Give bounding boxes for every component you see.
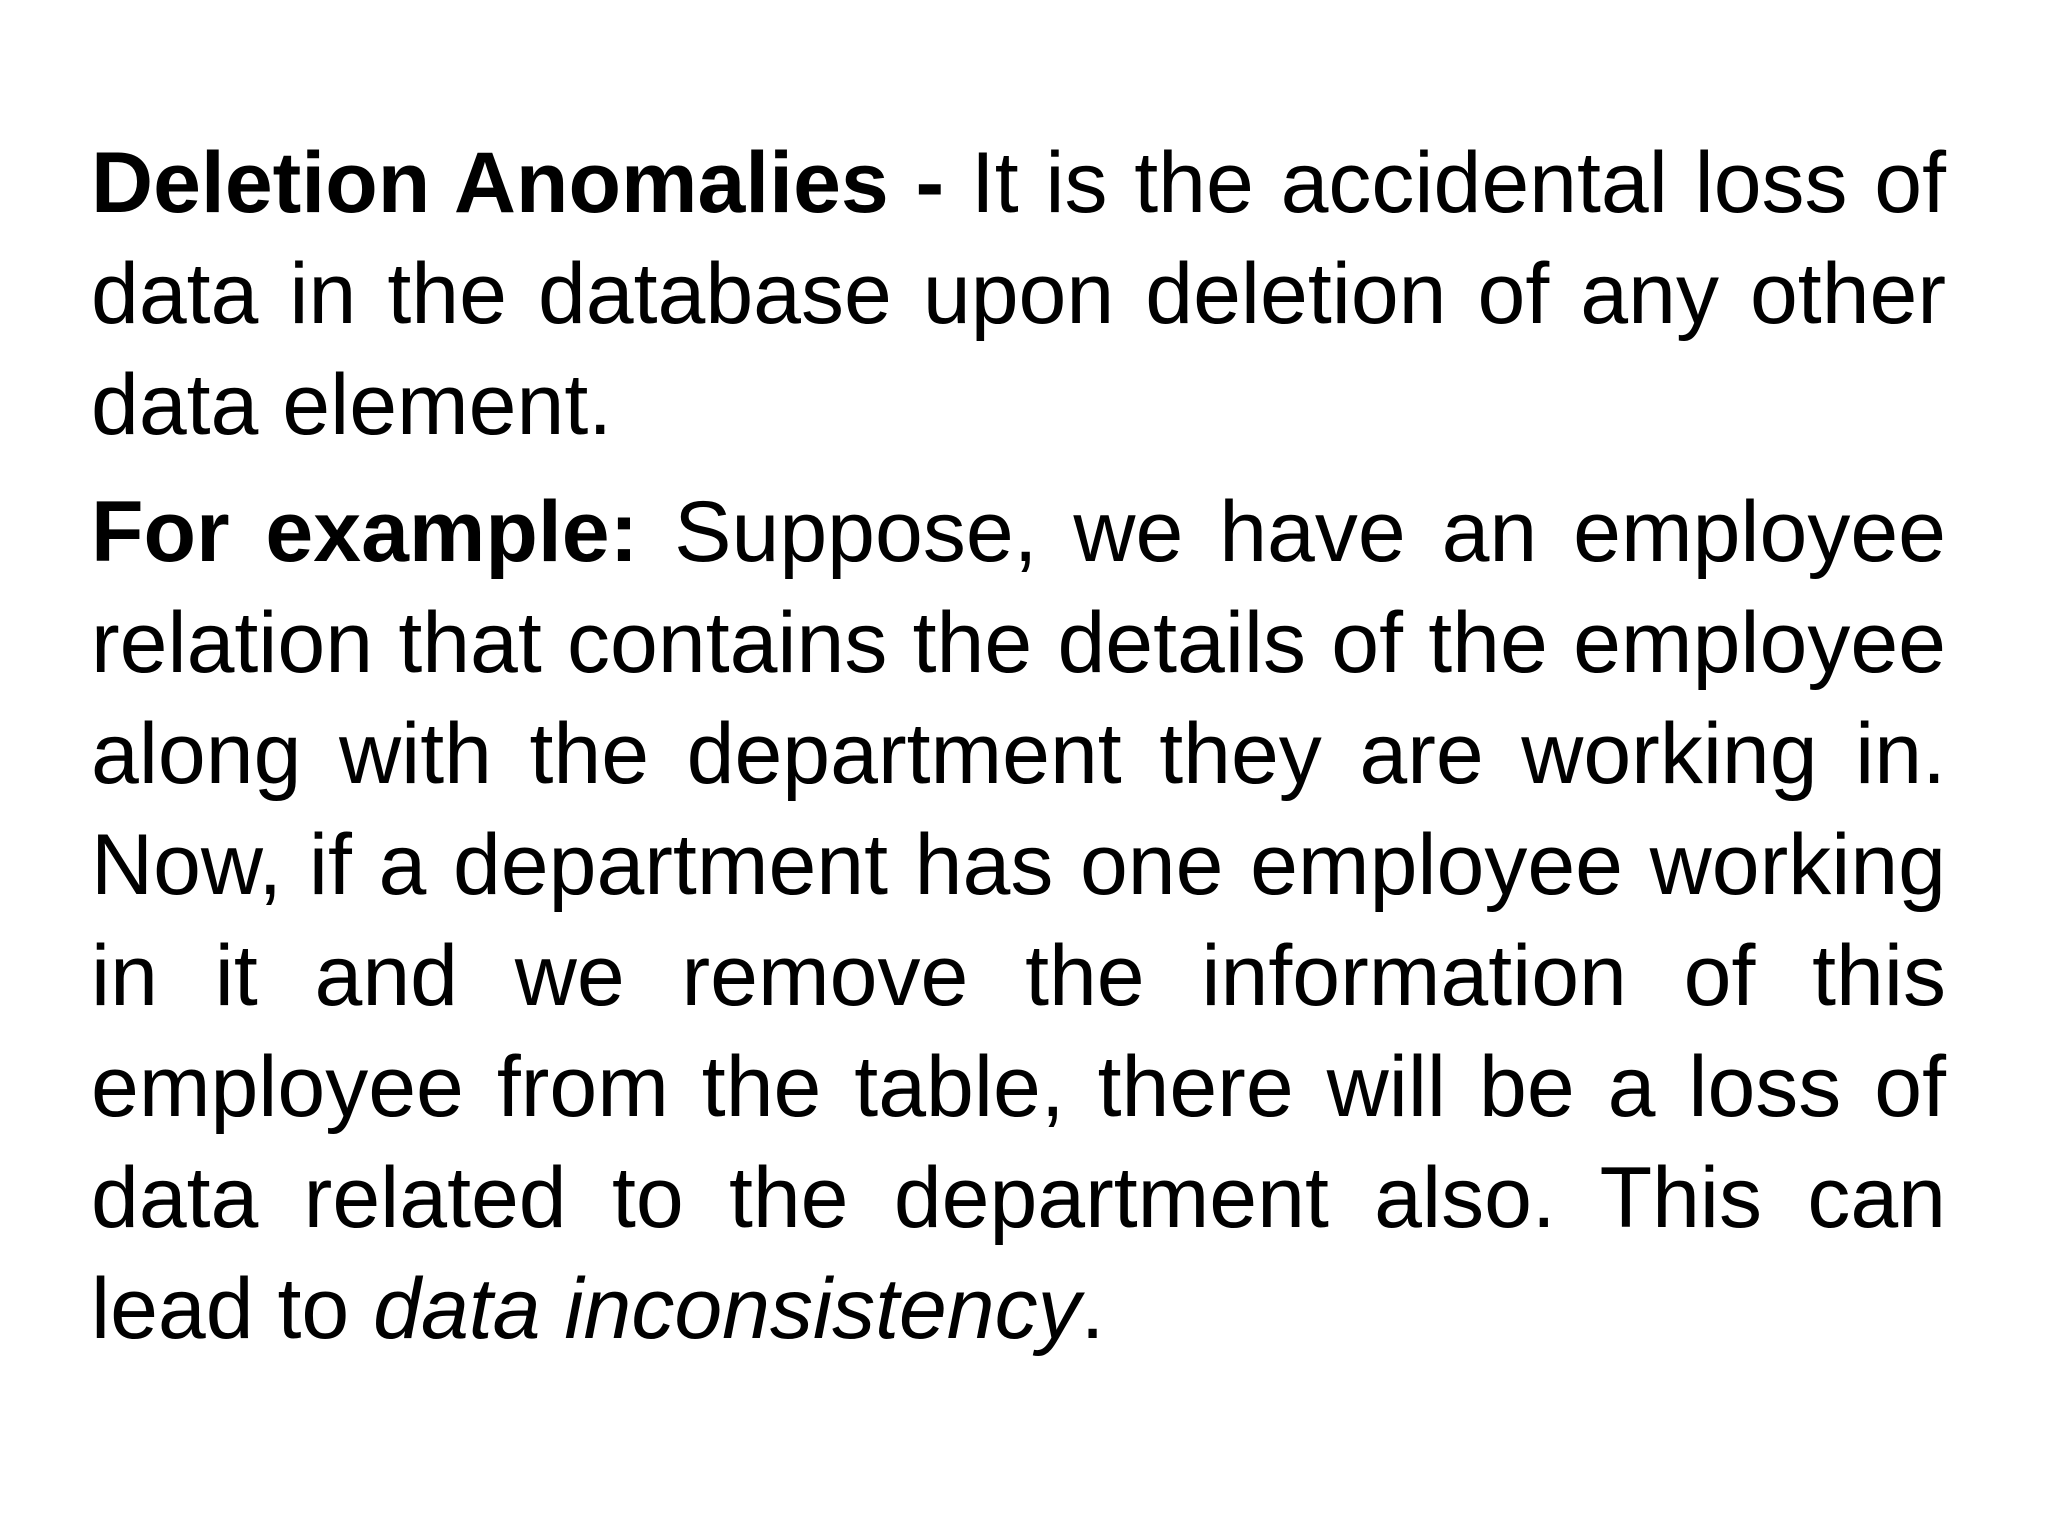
example-label: For example: bbox=[91, 484, 639, 580]
definition-term: Deletion Anomalies - bbox=[91, 135, 945, 231]
definition-text: It is the accidental loss of data in the database upon deletion of any other data element. bbox=[91, 135, 1946, 453]
example-paragraph bbox=[91, 477, 1946, 1365]
slide-body bbox=[91, 128, 1946, 1381]
definition-paragraph bbox=[91, 128, 1946, 461]
example-text: Suppose, we have an employee relation that contains the details of the employee along with the department they are working in. Now, if a department has one employee working in it and we remove the information of this employee from the table, there will be a loss of data related to the department also. This can lead to bbox=[91, 484, 1947, 1357]
example-emphasis: data inconsistency bbox=[373, 1261, 1081, 1357]
example-tail: . bbox=[1080, 1261, 1105, 1357]
